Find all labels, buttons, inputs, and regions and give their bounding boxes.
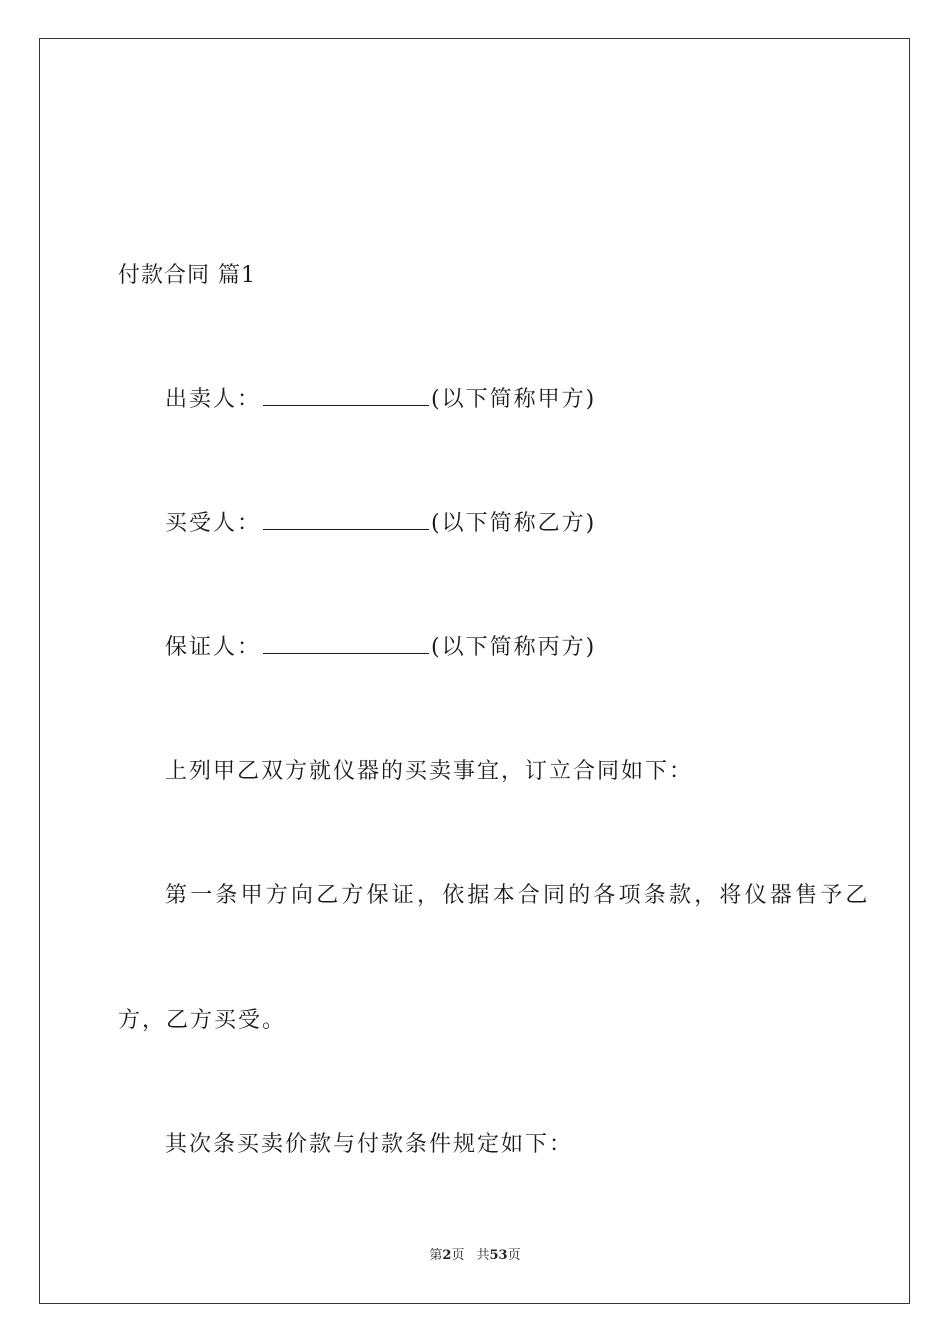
- party-seller-blank[interactable]: [263, 387, 429, 406]
- article1-line1: 第一条甲方向乙方保证，依据本合同的各项条款，将仪器售予乙: [165, 883, 871, 908]
- article1-line2: 方，乙方买受。: [118, 1008, 287, 1033]
- footer-total-pages: 53: [489, 1248, 508, 1263]
- party-buyer-suffix: (以下简称乙方): [431, 511, 597, 536]
- footer-page-prefix: 第: [429, 1248, 443, 1263]
- intro-paragraph: 上列甲乙双方就仪器的买卖事宜，订立合同如下：: [165, 759, 694, 784]
- party-buyer-blank[interactable]: [263, 511, 429, 530]
- footer-page-suffix: 页: [451, 1248, 465, 1263]
- party-buyer-label: 买受人：: [165, 511, 262, 536]
- article2-paragraph: 其次条买卖价款与付款条件规定如下：: [165, 1132, 574, 1157]
- party-buyer-line: [165, 510, 596, 538]
- page-footer: [0, 1247, 950, 1265]
- party-seller-line: [165, 386, 596, 414]
- footer-page-number: 2: [442, 1248, 452, 1263]
- footer-total-suffix: 页: [507, 1248, 521, 1263]
- party-guarantor-label: 保证人：: [165, 635, 262, 660]
- page-border: [39, 38, 910, 1304]
- footer-total-prefix: 共: [476, 1248, 490, 1263]
- document-title: 付款合同 篇1: [118, 263, 256, 288]
- party-guarantor-suffix: (以下简称丙方): [431, 635, 597, 660]
- party-seller-label: 出卖人：: [165, 387, 262, 412]
- party-seller-suffix: (以下简称甲方): [431, 387, 597, 412]
- party-guarantor-line: [165, 634, 596, 662]
- party-guarantor-blank[interactable]: [263, 635, 429, 654]
